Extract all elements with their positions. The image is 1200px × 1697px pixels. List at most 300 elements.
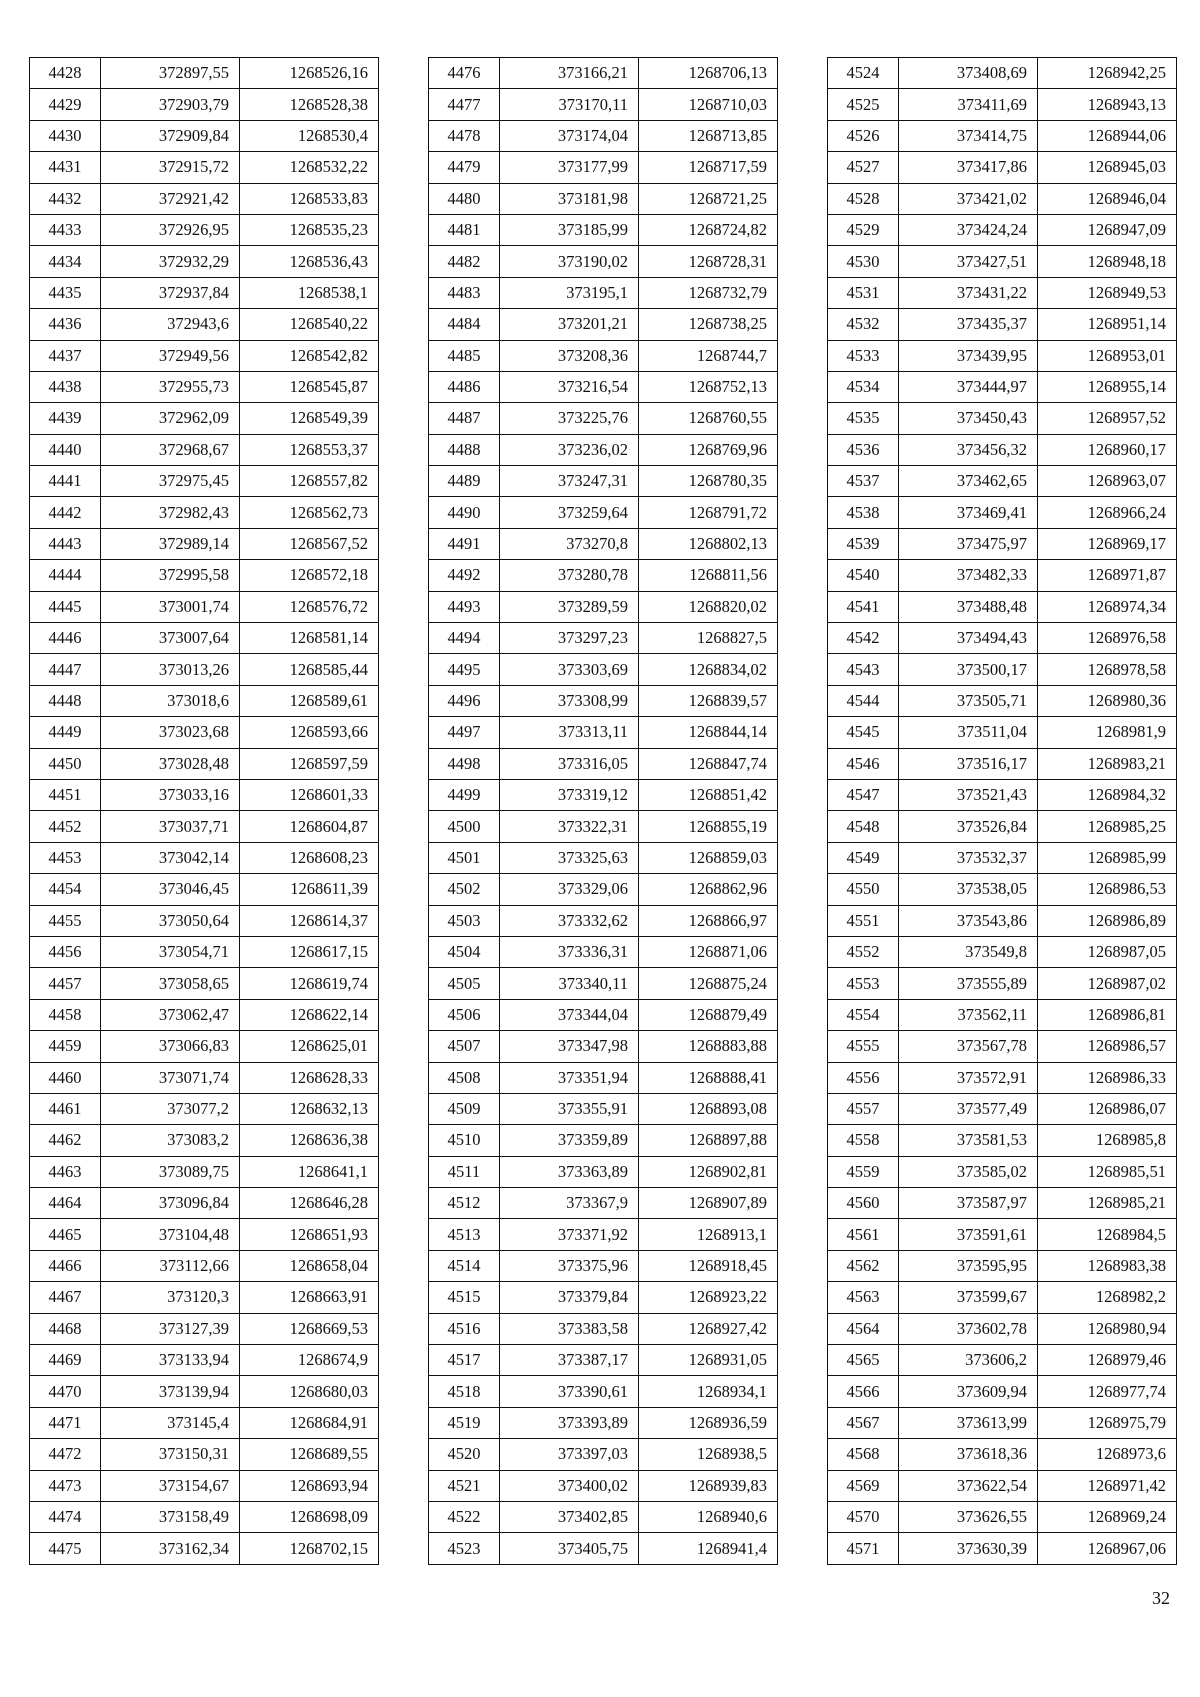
x-coordinate-cell: 373154,67: [101, 1470, 240, 1501]
x-coordinate-cell: 373488,48: [899, 591, 1038, 622]
table-row: [429, 1156, 778, 1187]
point-number-cell: 4540: [828, 560, 899, 591]
point-number-cell: 4430: [30, 120, 101, 151]
table-row: [429, 874, 778, 905]
point-number-cell: 4472: [30, 1439, 101, 1470]
point-number-cell: 4531: [828, 277, 899, 308]
table-row: [828, 936, 1177, 967]
x-coordinate-cell: 373367,9: [500, 1188, 639, 1219]
x-coordinate-cell: 372968,67: [101, 434, 240, 465]
table-row: [828, 1501, 1177, 1532]
y-coordinate-cell: 1268614,37: [240, 905, 379, 936]
y-coordinate-cell: 1268780,35: [639, 466, 778, 497]
table-row: [429, 936, 778, 967]
y-coordinate-cell: 1268669,53: [240, 1313, 379, 1344]
coordinate-table-2: [428, 57, 778, 1565]
point-number-cell: 4477: [429, 89, 500, 120]
point-number-cell: 4438: [30, 371, 101, 402]
table-row: [828, 591, 1177, 622]
x-coordinate-cell: 373062,47: [101, 999, 240, 1030]
y-coordinate-cell: 1268986,81: [1038, 999, 1177, 1030]
table-row: [30, 340, 379, 371]
point-number-cell: 4526: [828, 120, 899, 151]
table-row: [30, 936, 379, 967]
point-number-cell: 4502: [429, 874, 500, 905]
point-number-cell: 4509: [429, 1093, 500, 1124]
y-coordinate-cell: 1268702,15: [240, 1533, 379, 1564]
x-coordinate-cell: 373336,31: [500, 936, 639, 967]
table-row: [828, 403, 1177, 434]
x-coordinate-cell: 372949,56: [101, 340, 240, 371]
point-number-cell: 4470: [30, 1376, 101, 1407]
table-row: [30, 968, 379, 999]
y-coordinate-cell: 1268617,15: [240, 936, 379, 967]
table-row: [30, 403, 379, 434]
table-row: [30, 58, 379, 89]
table-row: [828, 183, 1177, 214]
y-coordinate-cell: 1268545,87: [240, 371, 379, 402]
x-coordinate-cell: 373363,89: [500, 1156, 639, 1187]
point-number-cell: 4461: [30, 1093, 101, 1124]
x-coordinate-cell: 373289,59: [500, 591, 639, 622]
point-number-cell: 4464: [30, 1188, 101, 1219]
y-coordinate-cell: 1268883,88: [639, 1031, 778, 1062]
y-coordinate-cell: 1268622,14: [240, 999, 379, 1030]
y-coordinate-cell: 1268987,05: [1038, 936, 1177, 967]
point-number-cell: 4484: [429, 309, 500, 340]
x-coordinate-cell: 373371,92: [500, 1219, 639, 1250]
point-number-cell: 4511: [429, 1156, 500, 1187]
x-coordinate-cell: 373355,91: [500, 1093, 639, 1124]
point-number-cell: 4523: [429, 1533, 500, 1564]
x-coordinate-cell: 373028,48: [101, 748, 240, 779]
y-coordinate-cell: 1268981,9: [1038, 717, 1177, 748]
y-coordinate-cell: 1268855,19: [639, 811, 778, 842]
table-row: [30, 591, 379, 622]
table-row: [828, 1188, 1177, 1219]
table-row: [30, 1439, 379, 1470]
point-number-cell: 4522: [429, 1501, 500, 1532]
table-row: [828, 528, 1177, 559]
x-coordinate-cell: 373046,45: [101, 874, 240, 905]
y-coordinate-cell: 1268971,42: [1038, 1470, 1177, 1501]
table-row: [30, 1125, 379, 1156]
table-row: [429, 654, 778, 685]
y-coordinate-cell: 1268698,09: [240, 1501, 379, 1532]
y-coordinate-cell: 1268601,33: [240, 779, 379, 810]
x-coordinate-cell: 373435,37: [899, 309, 1038, 340]
point-number-cell: 4432: [30, 183, 101, 214]
x-coordinate-cell: 372943,6: [101, 309, 240, 340]
table-row: [429, 1250, 778, 1281]
table-row: [30, 999, 379, 1030]
x-coordinate-cell: 373431,22: [899, 277, 1038, 308]
table-row: [30, 1093, 379, 1124]
point-number-cell: 4520: [429, 1439, 500, 1470]
x-coordinate-cell: 373383,58: [500, 1313, 639, 1344]
y-coordinate-cell: 1268931,05: [639, 1345, 778, 1376]
point-number-cell: 4476: [429, 58, 500, 89]
x-coordinate-cell: 373150,31: [101, 1439, 240, 1470]
x-coordinate-cell: 373340,11: [500, 968, 639, 999]
y-coordinate-cell: 1268953,01: [1038, 340, 1177, 371]
point-number-cell: 4529: [828, 214, 899, 245]
point-number-cell: 4527: [828, 152, 899, 183]
point-number-cell: 4566: [828, 1376, 899, 1407]
table-row: [429, 717, 778, 748]
y-coordinate-cell: 1268986,57: [1038, 1031, 1177, 1062]
x-coordinate-cell: 373500,17: [899, 654, 1038, 685]
x-coordinate-cell: 373133,94: [101, 1345, 240, 1376]
table-row: [30, 842, 379, 873]
y-coordinate-cell: 1268532,22: [240, 152, 379, 183]
x-coordinate-cell: 373397,03: [500, 1439, 639, 1470]
table-row: [30, 654, 379, 685]
point-number-cell: 4490: [429, 497, 500, 528]
x-coordinate-cell: 373613,99: [899, 1407, 1038, 1438]
y-coordinate-cell: 1268971,87: [1038, 560, 1177, 591]
table-row: [828, 89, 1177, 120]
table-row: [30, 1031, 379, 1062]
point-number-cell: 4480: [429, 183, 500, 214]
point-number-cell: 4535: [828, 403, 899, 434]
x-coordinate-cell: 372903,79: [101, 89, 240, 120]
y-coordinate-cell: 1268604,87: [240, 811, 379, 842]
table-row: [828, 1345, 1177, 1376]
table-row: [30, 371, 379, 402]
x-coordinate-cell: 373013,26: [101, 654, 240, 685]
point-number-cell: 4467: [30, 1282, 101, 1313]
y-coordinate-cell: 1268674,9: [240, 1345, 379, 1376]
table-row: [30, 246, 379, 277]
point-number-cell: 4456: [30, 936, 101, 967]
x-coordinate-cell: 373319,12: [500, 779, 639, 810]
x-coordinate-cell: 373387,17: [500, 1345, 639, 1376]
y-coordinate-cell: 1268985,25: [1038, 811, 1177, 842]
point-number-cell: 4500: [429, 811, 500, 842]
point-number-cell: 4536: [828, 434, 899, 465]
y-coordinate-cell: 1268969,17: [1038, 528, 1177, 559]
x-coordinate-cell: 373516,17: [899, 748, 1038, 779]
table-row: [429, 371, 778, 402]
point-number-cell: 4495: [429, 654, 500, 685]
x-coordinate-cell: 373023,68: [101, 717, 240, 748]
y-coordinate-cell: 1268646,28: [240, 1188, 379, 1219]
y-coordinate-cell: 1268986,53: [1038, 874, 1177, 905]
table-row: [429, 591, 778, 622]
point-number-cell: 4561: [828, 1219, 899, 1250]
y-coordinate-cell: 1268960,17: [1038, 434, 1177, 465]
y-coordinate-cell: 1268589,61: [240, 685, 379, 716]
y-coordinate-cell: 1268957,52: [1038, 403, 1177, 434]
y-coordinate-cell: 1268955,14: [1038, 371, 1177, 402]
point-number-cell: 4517: [429, 1345, 500, 1376]
table-row: [429, 1439, 778, 1470]
x-coordinate-cell: 373303,69: [500, 654, 639, 685]
point-number-cell: 4503: [429, 905, 500, 936]
point-number-cell: 4551: [828, 905, 899, 936]
x-coordinate-cell: 373549,8: [899, 936, 1038, 967]
table-row: [429, 528, 778, 559]
table-row: [429, 905, 778, 936]
x-coordinate-cell: 373007,64: [101, 623, 240, 654]
point-number-cell: 4558: [828, 1125, 899, 1156]
table-row: [828, 1125, 1177, 1156]
x-coordinate-cell: 373630,39: [899, 1533, 1038, 1564]
y-coordinate-cell: 1268985,51: [1038, 1156, 1177, 1187]
table-row: [30, 1156, 379, 1187]
table-row: [828, 434, 1177, 465]
point-number-cell: 4521: [429, 1470, 500, 1501]
point-number-cell: 4563: [828, 1282, 899, 1313]
point-number-cell: 4506: [429, 999, 500, 1030]
table-row: [429, 842, 778, 873]
x-coordinate-cell: 373494,43: [899, 623, 1038, 654]
y-coordinate-cell: 1268949,53: [1038, 277, 1177, 308]
point-number-cell: 4570: [828, 1501, 899, 1532]
y-coordinate-cell: 1268526,16: [240, 58, 379, 89]
y-coordinate-cell: 1268641,1: [240, 1156, 379, 1187]
point-number-cell: 4465: [30, 1219, 101, 1250]
point-number-cell: 4436: [30, 309, 101, 340]
y-coordinate-cell: 1268717,59: [639, 152, 778, 183]
x-coordinate-cell: 373599,67: [899, 1282, 1038, 1313]
point-number-cell: 4474: [30, 1501, 101, 1532]
x-coordinate-cell: 373618,36: [899, 1439, 1038, 1470]
point-number-cell: 4537: [828, 466, 899, 497]
point-number-cell: 4492: [429, 560, 500, 591]
point-number-cell: 4505: [429, 968, 500, 999]
table-row: [429, 779, 778, 810]
table-row: [429, 811, 778, 842]
point-number-cell: 4429: [30, 89, 101, 120]
table-row: [828, 654, 1177, 685]
table-row: [828, 968, 1177, 999]
y-coordinate-cell: 1268827,5: [639, 623, 778, 654]
y-coordinate-cell: 1268984,5: [1038, 1219, 1177, 1250]
x-coordinate-cell: 373332,62: [500, 905, 639, 936]
y-coordinate-cell: 1268533,83: [240, 183, 379, 214]
y-coordinate-cell: 1268986,07: [1038, 1093, 1177, 1124]
point-number-cell: 4485: [429, 340, 500, 371]
x-coordinate-cell: 373112,66: [101, 1250, 240, 1281]
y-coordinate-cell: 1268585,44: [240, 654, 379, 685]
y-coordinate-cell: 1268875,24: [639, 968, 778, 999]
y-coordinate-cell: 1268986,33: [1038, 1062, 1177, 1093]
x-coordinate-cell: 373120,3: [101, 1282, 240, 1313]
x-coordinate-cell: 373316,05: [500, 748, 639, 779]
x-coordinate-cell: 373351,94: [500, 1062, 639, 1093]
table-row: [429, 999, 778, 1030]
point-number-cell: 4518: [429, 1376, 500, 1407]
x-coordinate-cell: 372915,72: [101, 152, 240, 183]
table-row: [429, 497, 778, 528]
x-coordinate-cell: 373538,05: [899, 874, 1038, 905]
y-coordinate-cell: 1268923,22: [639, 1282, 778, 1313]
table-row: [429, 1407, 778, 1438]
point-number-cell: 4568: [828, 1439, 899, 1470]
table-row: [429, 1282, 778, 1313]
x-coordinate-cell: 373071,74: [101, 1062, 240, 1093]
x-coordinate-cell: 373469,41: [899, 497, 1038, 528]
table-row: [828, 1533, 1177, 1564]
table-row: [828, 277, 1177, 308]
table-row: [828, 214, 1177, 245]
point-number-cell: 4567: [828, 1407, 899, 1438]
x-coordinate-cell: 373595,95: [899, 1250, 1038, 1281]
point-number-cell: 4541: [828, 591, 899, 622]
y-coordinate-cell: 1268945,03: [1038, 152, 1177, 183]
y-coordinate-cell: 1268689,55: [240, 1439, 379, 1470]
point-number-cell: 4435: [30, 277, 101, 308]
point-number-cell: 4533: [828, 340, 899, 371]
x-coordinate-cell: 373359,89: [500, 1125, 639, 1156]
y-coordinate-cell: 1268557,82: [240, 466, 379, 497]
point-number-cell: 4469: [30, 1345, 101, 1376]
y-coordinate-cell: 1268969,24: [1038, 1501, 1177, 1532]
point-number-cell: 4513: [429, 1219, 500, 1250]
table-row: [828, 623, 1177, 654]
point-number-cell: 4444: [30, 560, 101, 591]
y-coordinate-cell: 1268535,23: [240, 214, 379, 245]
y-coordinate-cell: 1268944,06: [1038, 120, 1177, 151]
table-row: [30, 1188, 379, 1219]
x-coordinate-cell: 372995,58: [101, 560, 240, 591]
x-coordinate-cell: 373379,84: [500, 1282, 639, 1313]
x-coordinate-cell: 373280,78: [500, 560, 639, 591]
x-coordinate-cell: 373018,6: [101, 685, 240, 716]
table-row: [828, 560, 1177, 591]
x-coordinate-cell: 373375,96: [500, 1250, 639, 1281]
y-coordinate-cell: 1268721,25: [639, 183, 778, 214]
x-coordinate-cell: 373177,99: [500, 152, 639, 183]
x-coordinate-cell: 373313,11: [500, 717, 639, 748]
point-number-cell: 4475: [30, 1533, 101, 1564]
y-coordinate-cell: 1268528,38: [240, 89, 379, 120]
x-coordinate-cell: 373626,55: [899, 1501, 1038, 1532]
y-coordinate-cell: 1268976,58: [1038, 623, 1177, 654]
y-coordinate-cell: 1268802,13: [639, 528, 778, 559]
table-row: [30, 1345, 379, 1376]
x-coordinate-cell: 373127,39: [101, 1313, 240, 1344]
y-coordinate-cell: 1268948,18: [1038, 246, 1177, 277]
x-coordinate-cell: 373297,23: [500, 623, 639, 654]
table-row: [30, 497, 379, 528]
y-coordinate-cell: 1268632,13: [240, 1093, 379, 1124]
table-row: [429, 560, 778, 591]
table-row: [828, 152, 1177, 183]
table-row: [429, 58, 778, 89]
table-row: [30, 1501, 379, 1532]
point-number-cell: 4571: [828, 1533, 899, 1564]
y-coordinate-cell: 1268983,21: [1038, 748, 1177, 779]
point-number-cell: 4448: [30, 685, 101, 716]
x-coordinate-cell: 373609,94: [899, 1376, 1038, 1407]
y-coordinate-cell: 1268581,14: [240, 623, 379, 654]
y-coordinate-cell: 1268611,39: [240, 874, 379, 905]
y-coordinate-cell: 1268706,13: [639, 58, 778, 89]
point-number-cell: 4555: [828, 1031, 899, 1062]
x-coordinate-cell: 373329,06: [500, 874, 639, 905]
point-number-cell: 4547: [828, 779, 899, 810]
table-row: [828, 1156, 1177, 1187]
point-number-cell: 4499: [429, 779, 500, 810]
table-row: [429, 1093, 778, 1124]
x-coordinate-cell: 372982,43: [101, 497, 240, 528]
y-coordinate-cell: 1268542,82: [240, 340, 379, 371]
point-number-cell: 4468: [30, 1313, 101, 1344]
x-coordinate-cell: 373408,69: [899, 58, 1038, 89]
x-coordinate-cell: 373066,83: [101, 1031, 240, 1062]
x-coordinate-cell: 373411,69: [899, 89, 1038, 120]
y-coordinate-cell: 1268608,23: [240, 842, 379, 873]
table-row: [828, 779, 1177, 810]
table-row: [30, 1062, 379, 1093]
x-coordinate-cell: 373526,84: [899, 811, 1038, 842]
y-coordinate-cell: 1268693,94: [240, 1470, 379, 1501]
x-coordinate-cell: 373037,71: [101, 811, 240, 842]
point-number-cell: 4553: [828, 968, 899, 999]
x-coordinate-cell: 373054,71: [101, 936, 240, 967]
y-coordinate-cell: 1268567,52: [240, 528, 379, 559]
table-row: [828, 1376, 1177, 1407]
x-coordinate-cell: 373201,21: [500, 309, 639, 340]
point-number-cell: 4508: [429, 1062, 500, 1093]
table-row: [30, 1533, 379, 1564]
table-row: [828, 246, 1177, 277]
point-number-cell: 4562: [828, 1250, 899, 1281]
y-coordinate-cell: 1268811,56: [639, 560, 778, 591]
y-coordinate-cell: 1268951,14: [1038, 309, 1177, 340]
page-number: 32: [1152, 1588, 1170, 1608]
x-coordinate-cell: 373444,97: [899, 371, 1038, 402]
point-number-cell: 4471: [30, 1407, 101, 1438]
y-coordinate-cell: 1268862,96: [639, 874, 778, 905]
y-coordinate-cell: 1268927,42: [639, 1313, 778, 1344]
point-number-cell: 4482: [429, 246, 500, 277]
y-coordinate-cell: 1268893,08: [639, 1093, 778, 1124]
point-number-cell: 4481: [429, 214, 500, 245]
point-number-cell: 4559: [828, 1156, 899, 1187]
table-row: [828, 120, 1177, 151]
y-coordinate-cell: 1268593,66: [240, 717, 379, 748]
point-number-cell: 4546: [828, 748, 899, 779]
x-coordinate-cell: 373216,54: [500, 371, 639, 402]
coordinate-table-3: [827, 57, 1177, 1565]
point-number-cell: 4525: [828, 89, 899, 120]
table-row: [429, 340, 778, 371]
x-coordinate-cell: 373439,95: [899, 340, 1038, 371]
point-number-cell: 4494: [429, 623, 500, 654]
y-coordinate-cell: 1268562,73: [240, 497, 379, 528]
y-coordinate-cell: 1268549,39: [240, 403, 379, 434]
x-coordinate-cell: 373170,11: [500, 89, 639, 120]
point-number-cell: 4556: [828, 1062, 899, 1093]
x-coordinate-cell: 373325,63: [500, 842, 639, 873]
x-coordinate-cell: 372989,14: [101, 528, 240, 559]
y-coordinate-cell: 1268834,02: [639, 654, 778, 685]
point-number-cell: 4454: [30, 874, 101, 905]
table-row: [429, 120, 778, 151]
y-coordinate-cell: 1268866,97: [639, 905, 778, 936]
table-row: [429, 1313, 778, 1344]
x-coordinate-cell: 373058,65: [101, 968, 240, 999]
table-row: [828, 497, 1177, 528]
table-row: [828, 1093, 1177, 1124]
table-row: [30, 152, 379, 183]
y-coordinate-cell: 1268553,37: [240, 434, 379, 465]
point-number-cell: 4564: [828, 1313, 899, 1344]
